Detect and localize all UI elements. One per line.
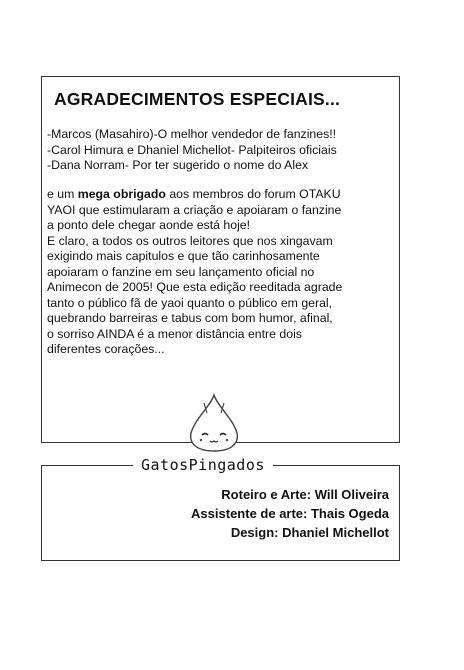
staff-credit-line: Roteiro e Arte: Will Oliveira: [221, 487, 389, 502]
brand-name: GatosPingados: [133, 455, 273, 475]
acknowledgement-item: -Dana Norram- Por ter sugerido o nome do Alex: [47, 158, 309, 172]
staff-credits: [191, 485, 389, 542]
acknowledgement-item: -Marcos (Masahiro)-O melhor vendedor de fanzines!!: [47, 127, 337, 141]
thanks-intro: e um: [47, 187, 78, 201]
thanks-text: aos membros do forum OTAKU YAOI que estimularam a criação e apoiaram o fanzine a ponto dele chegar aonde está hoje! E claro, a todos os outros leitores que nos xingavam exigindo mais capitulos e que tão carinhosamente apoiaram o fanzine em seu lançamento oficial no Animecon de 2005! Que esta edição reeditada agrade tanto o público fã de yaoi quanto o público em geral, quebrando barreiras e tabus com bom humor, afinal, o sorriso AINDA é a menor distância entre dois diferentes corações...: [47, 187, 343, 356]
thanks-emphasis: mega obrigado: [77, 187, 166, 201]
acknowledgement-item: -Carol Himura e Dhaniel Michellot- Palpiteiros oficiais: [47, 142, 337, 157]
acknowledgements-box: [41, 76, 400, 443]
cat-mascot-icon: [186, 391, 242, 455]
credits-box: [41, 465, 400, 561]
staff-credit-line: Design: Dhaniel Michellot: [230, 525, 389, 540]
staff-credit-line: Assistente de arte: Thais Ogeda: [191, 506, 389, 521]
thanks-paragraph: [47, 187, 397, 358]
acknowledgements-title: AGRADECIMENTOS ESPECIAIS...: [54, 89, 341, 109]
acknowledgements-list: [47, 127, 337, 174]
